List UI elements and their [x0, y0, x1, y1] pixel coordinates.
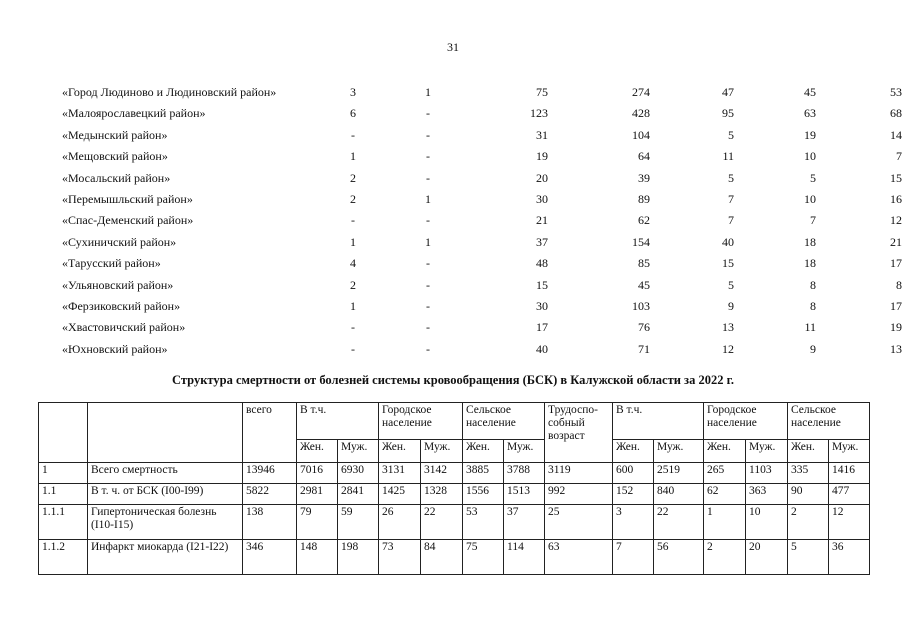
- district-name: «Мещовский район»: [62, 149, 168, 164]
- district-value: 20: [536, 170, 548, 185]
- district-value: 16: [890, 191, 902, 206]
- district-value: 15: [890, 170, 902, 185]
- row-value: 13946: [243, 463, 297, 484]
- row-value: 12: [829, 505, 870, 540]
- district-value: 3: [350, 85, 356, 99]
- row-value: 5822: [243, 484, 297, 505]
- row-value: 138: [243, 505, 297, 540]
- district-value: 13: [722, 320, 734, 335]
- district-value: 9: [728, 298, 734, 313]
- district-value: 95: [722, 106, 734, 121]
- row-value: 600: [613, 463, 654, 484]
- district-value: -: [426, 106, 430, 121]
- district-value: 103: [632, 298, 650, 313]
- row-value: 3142: [421, 463, 463, 484]
- row-value: 477: [829, 484, 870, 505]
- header-male: Муж.: [421, 440, 463, 463]
- district-value: 40: [536, 341, 548, 356]
- header-rural-1: Сельское население: [463, 403, 545, 440]
- district-row: [62, 142, 902, 163]
- row-value: 1103: [746, 463, 788, 484]
- district-row: [62, 206, 902, 227]
- district-value: 17: [536, 320, 548, 335]
- district-value: 428: [632, 106, 650, 121]
- district-value: 53: [890, 85, 902, 99]
- district-value: -: [426, 341, 430, 356]
- row-value: 346: [243, 540, 297, 575]
- row-value: 3788: [504, 463, 545, 484]
- district-row: [62, 249, 902, 270]
- row-name: Гипертоническая болезнь (I10-I15): [88, 505, 243, 540]
- row-value: 3885: [463, 463, 504, 484]
- district-value: 7: [728, 191, 734, 206]
- row-code: 1.1.2: [39, 540, 88, 575]
- district-value: -: [351, 341, 355, 356]
- district-row: [62, 227, 902, 248]
- district-name: «Тарусский район»: [62, 256, 161, 271]
- district-value: 48: [536, 256, 548, 271]
- row-value: 1556: [463, 484, 504, 505]
- district-row: [62, 270, 902, 291]
- district-value: 17: [890, 256, 902, 271]
- district-value: 19: [804, 127, 816, 142]
- row-value: 265: [704, 463, 746, 484]
- district-value: 17: [890, 298, 902, 313]
- district-table: [62, 66, 902, 356]
- district-value: 1: [350, 234, 356, 249]
- district-value: -: [426, 127, 430, 142]
- district-value: 4: [350, 256, 356, 271]
- district-value: 71: [638, 341, 650, 356]
- header-incl-1: В т.ч.: [297, 403, 379, 440]
- header-code-cell: [39, 403, 88, 463]
- header-male: Муж.: [654, 440, 704, 463]
- district-value: -: [426, 256, 430, 271]
- header-male: Муж.: [746, 440, 788, 463]
- header-female: Жен.: [463, 440, 504, 463]
- district-value: 19: [536, 149, 548, 164]
- row-value: 20: [746, 540, 788, 575]
- header-female: Жен.: [704, 440, 746, 463]
- district-value: 15: [536, 277, 548, 292]
- district-value: 154: [632, 234, 650, 249]
- district-name: «Город Людиново и Людиновский район»: [62, 85, 277, 99]
- row-value: 1513: [504, 484, 545, 505]
- district-row: [62, 120, 902, 141]
- district-value: 39: [638, 170, 650, 185]
- row-value: 79: [297, 505, 338, 540]
- row-value: 1416: [829, 463, 870, 484]
- row-value: 26: [379, 505, 421, 540]
- row-value: 1: [704, 505, 746, 540]
- district-value: 2: [350, 191, 356, 206]
- district-value: 5: [728, 277, 734, 292]
- row-value: 7: [613, 540, 654, 575]
- row-value: 10: [746, 505, 788, 540]
- header-name-cell: [88, 403, 243, 463]
- district-value: 13: [890, 341, 902, 356]
- header-incl-2: В т.ч.: [613, 403, 704, 440]
- row-value: 148: [297, 540, 338, 575]
- district-value: -: [351, 320, 355, 335]
- district-value: 68: [890, 106, 902, 121]
- district-value: 7: [896, 149, 902, 164]
- district-value: -: [351, 213, 355, 228]
- district-value: 14: [890, 127, 902, 142]
- district-value: 2: [350, 170, 356, 185]
- district-value: 21: [536, 213, 548, 228]
- header-male: Муж.: [829, 440, 870, 463]
- district-value: 19: [890, 320, 902, 335]
- district-value: 274: [632, 85, 650, 99]
- district-name: «Спас-Деменский район»: [62, 213, 194, 228]
- district-value: 9: [810, 341, 816, 356]
- district-value: 2: [350, 277, 356, 292]
- district-value: 45: [804, 85, 816, 99]
- district-name: «Юхновский район»: [62, 341, 168, 356]
- district-row: [62, 66, 902, 99]
- district-value: 5: [728, 170, 734, 185]
- mortality-structure-table: [38, 402, 870, 575]
- row-name: Инфаркт миокарда (I21-I22): [88, 540, 243, 575]
- row-value: 36: [829, 540, 870, 575]
- row-value: 2841: [338, 484, 379, 505]
- district-value: 8: [896, 277, 902, 292]
- row-value: 335: [788, 463, 829, 484]
- header-female: Жен.: [613, 440, 654, 463]
- district-value: 5: [728, 127, 734, 142]
- row-value: 5: [788, 540, 829, 575]
- district-value: 1: [425, 85, 431, 99]
- row-value: 992: [545, 484, 613, 505]
- district-value: -: [426, 277, 430, 292]
- row-value: 152: [613, 484, 654, 505]
- district-value: 7: [728, 213, 734, 228]
- row-value: 1328: [421, 484, 463, 505]
- row-value: 75: [463, 540, 504, 575]
- row-value: 7016: [297, 463, 338, 484]
- district-value: 85: [638, 256, 650, 271]
- row-name: В т. ч. от БСК (I00-I99): [88, 484, 243, 505]
- district-name: «Хвастовичский район»: [62, 320, 186, 335]
- row-value: 840: [654, 484, 704, 505]
- district-name: «Ферзиковский район»: [62, 298, 181, 313]
- district-value: 30: [536, 298, 548, 313]
- district-value: -: [351, 127, 355, 142]
- header-total: всего: [243, 403, 297, 463]
- district-value: 21: [890, 234, 902, 249]
- header-female: Жен.: [297, 440, 338, 463]
- row-value: 3119: [545, 463, 613, 484]
- table-row: [39, 505, 870, 540]
- header-working-age: Трудоспо-собный возраст: [545, 403, 613, 463]
- header-urban-1: Городское население: [379, 403, 463, 440]
- district-value: 30: [536, 191, 548, 206]
- district-value: 63: [804, 106, 816, 121]
- district-value: 11: [804, 320, 816, 335]
- row-value: 22: [421, 505, 463, 540]
- district-value: -: [426, 320, 430, 335]
- table-row: [39, 540, 870, 575]
- district-row: [62, 185, 902, 206]
- row-value: 25: [545, 505, 613, 540]
- row-value: 3: [613, 505, 654, 540]
- district-value: 104: [632, 127, 650, 142]
- header-female: Жен.: [379, 440, 421, 463]
- row-value: 84: [421, 540, 463, 575]
- district-value: 64: [638, 149, 650, 164]
- district-value: 1: [350, 298, 356, 313]
- section-title: Структура смертности от болезней системы кровообращения (БСК) в Калужской области за 2022 г.: [172, 373, 734, 387]
- row-value: 363: [746, 484, 788, 505]
- district-value: 18: [804, 256, 816, 271]
- row-value: 2519: [654, 463, 704, 484]
- row-code: 1: [39, 463, 88, 484]
- district-value: 123: [530, 106, 548, 121]
- district-value: 75: [536, 85, 548, 99]
- header-male: Муж.: [338, 440, 379, 463]
- district-value: -: [426, 149, 430, 164]
- district-value: 8: [810, 298, 816, 313]
- header-male: Муж.: [504, 440, 545, 463]
- district-name: «Перемышльский район»: [62, 191, 193, 206]
- row-value: 22: [654, 505, 704, 540]
- row-value: 6930: [338, 463, 379, 484]
- row-value: 114: [504, 540, 545, 575]
- district-value: 31: [536, 127, 548, 142]
- row-value: 73: [379, 540, 421, 575]
- row-name: Всего смертность: [88, 463, 243, 484]
- district-value: 40: [722, 234, 734, 249]
- district-row: [62, 292, 902, 313]
- district-value: 5: [810, 170, 816, 185]
- header-female: Жен.: [788, 440, 829, 463]
- district-value: 1: [425, 234, 431, 249]
- row-value: 1425: [379, 484, 421, 505]
- district-value: 45: [638, 277, 650, 292]
- district-value: 10: [804, 191, 816, 206]
- district-value: 89: [638, 191, 650, 206]
- header-rural-2: Сельское население: [788, 403, 870, 440]
- district-value: 7: [810, 213, 816, 228]
- row-code: 1.1.1: [39, 505, 88, 540]
- row-value: 90: [788, 484, 829, 505]
- row-value: 59: [338, 505, 379, 540]
- district-row: [62, 163, 902, 184]
- row-value: 62: [704, 484, 746, 505]
- row-value: 2: [788, 505, 829, 540]
- header-urban-2: Городское население: [704, 403, 788, 440]
- district-row: [62, 313, 902, 334]
- district-value: 8: [810, 277, 816, 292]
- district-value: 11: [722, 149, 734, 164]
- row-value: 2: [704, 540, 746, 575]
- district-value: 1: [425, 191, 431, 206]
- district-row: [62, 99, 902, 120]
- table-row: [39, 463, 870, 484]
- district-value: 1: [350, 149, 356, 164]
- district-value: -: [426, 298, 430, 313]
- district-name: «Малоярославецкий район»: [62, 106, 206, 121]
- district-name: «Медынский район»: [62, 127, 168, 142]
- district-value: 18: [804, 234, 816, 249]
- district-value: 12: [890, 213, 902, 228]
- district-name: «Мосальский район»: [62, 170, 171, 185]
- district-value: 37: [536, 234, 548, 249]
- row-value: 53: [463, 505, 504, 540]
- row-code: 1.1: [39, 484, 88, 505]
- row-value: 37: [504, 505, 545, 540]
- row-value: 198: [338, 540, 379, 575]
- district-row: [62, 334, 902, 355]
- district-value: 10: [804, 149, 816, 164]
- district-value: -: [426, 213, 430, 228]
- row-value: 3131: [379, 463, 421, 484]
- district-value: 12: [722, 341, 734, 356]
- district-name: «Сухиничский район»: [62, 234, 177, 249]
- table-row: [39, 484, 870, 505]
- row-value: 63: [545, 540, 613, 575]
- district-value: 6: [350, 106, 356, 121]
- district-value: -: [426, 170, 430, 185]
- district-value: 47: [722, 85, 734, 99]
- row-value: 56: [654, 540, 704, 575]
- district-value: 62: [638, 213, 650, 228]
- district-value: 15: [722, 256, 734, 271]
- district-name: «Ульяновский район»: [62, 277, 174, 292]
- page-number: 31: [447, 40, 459, 54]
- row-value: 2981: [297, 484, 338, 505]
- district-value: 76: [638, 320, 650, 335]
